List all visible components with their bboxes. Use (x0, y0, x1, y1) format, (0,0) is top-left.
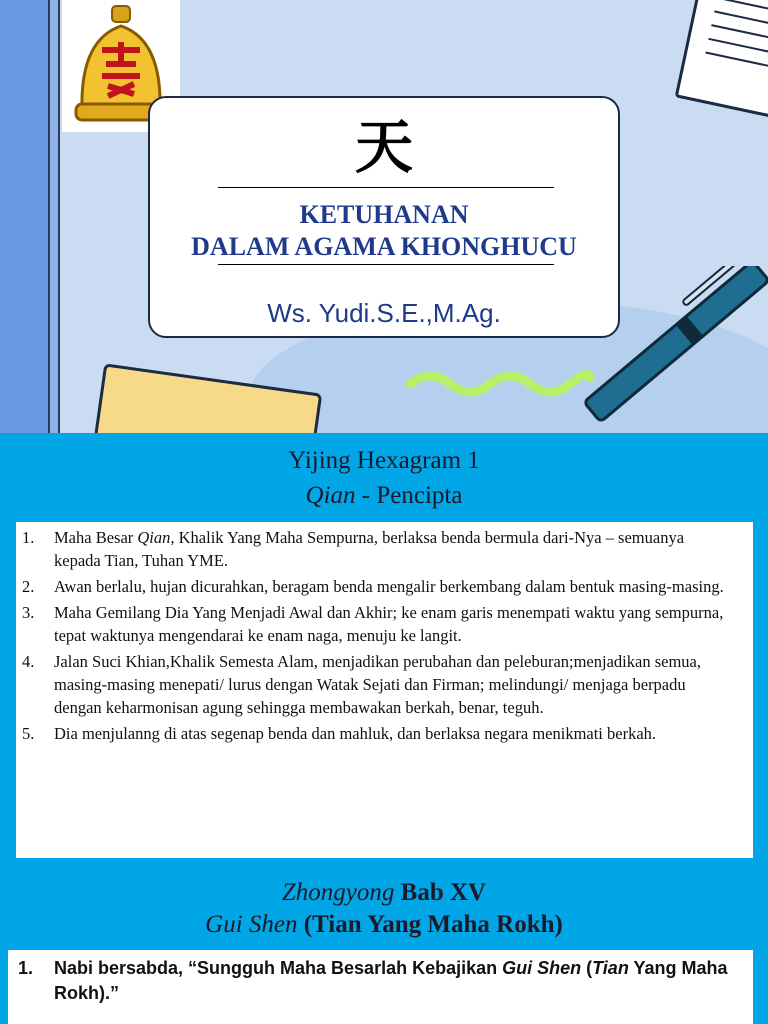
title-line-2: DALAM AGAMA KHONGHUCU (191, 232, 577, 261)
list-item: 3. Maha Gemilang Dia Yang Menjadi Awal dan Akhir; ke enam garis menempati waktu yang sempurna, tepat waktunya mengendarai ke enam naga, menuju ke langit. (22, 603, 724, 645)
slide-subtitle: Gui Shen (Tian Yang Maha Rokh) (205, 911, 563, 938)
list-item: 4. Jalan Suci Khian,Khalik Semesta Alam, menjadikan perubahan dan peleburan;menjadikan semua, masing-masing menepati/ lurus dengan Watak Sejati dan Firman; melindungi/ menjaga berpadu dengan keharmonisan agung sehingga membawakan berkah, benar, teguh. (22, 652, 701, 717)
title-character: 天 (354, 113, 413, 181)
title-card (148, 96, 620, 338)
title-divider-bottom (218, 264, 554, 265)
slide-title: Zhongyong Bab XV (281, 879, 487, 906)
title-divider-top (218, 187, 554, 188)
content-box (8, 950, 753, 1024)
slide-title: Yijing Hexagram 1 (288, 447, 480, 474)
pen-icon (560, 266, 768, 433)
left-binder-strip (0, 0, 48, 433)
author-name: Ws. Yudi.S.E.,M.Ag. (267, 298, 501, 328)
numbered-list (16, 522, 753, 745)
left-binder-edge (48, 0, 60, 433)
list-item: 1. Maha Besar Qian, Khalik Yang Maha Sempurna, berlaksa benda bermula dari-Nya – semuanya kepada Tian, Tuhan YME. (22, 528, 685, 570)
title-line-1: KETUHANAN (299, 200, 469, 229)
hexagram-slide (0, 433, 768, 865)
content-box (16, 522, 753, 858)
list-item: 2. Awan berlalu, hujan dicurahkan, beragam benda mengalir berkembang dalam bentuk masing-masing. (22, 577, 724, 596)
subtitle-rest: - Pencipta (355, 482, 463, 509)
subtitle-italic: Qian (305, 482, 356, 509)
paper-decoration (675, 0, 768, 120)
title-slide (0, 0, 768, 433)
numbered-list (8, 950, 753, 1006)
slide-subtitle (0, 482, 768, 510)
list-item: 1. Nabi bersabda, “Sungguh Maha Besarlah Kebajikan Gui Shen (Tian Yang Maha Rokh).” (18, 958, 728, 1003)
zhongyong-slide (0, 865, 768, 1024)
list-item: 5. Dia menjulanng di atas segenap benda dan mahluk, dan berlaksa negara menikmati berkah. (22, 724, 657, 743)
